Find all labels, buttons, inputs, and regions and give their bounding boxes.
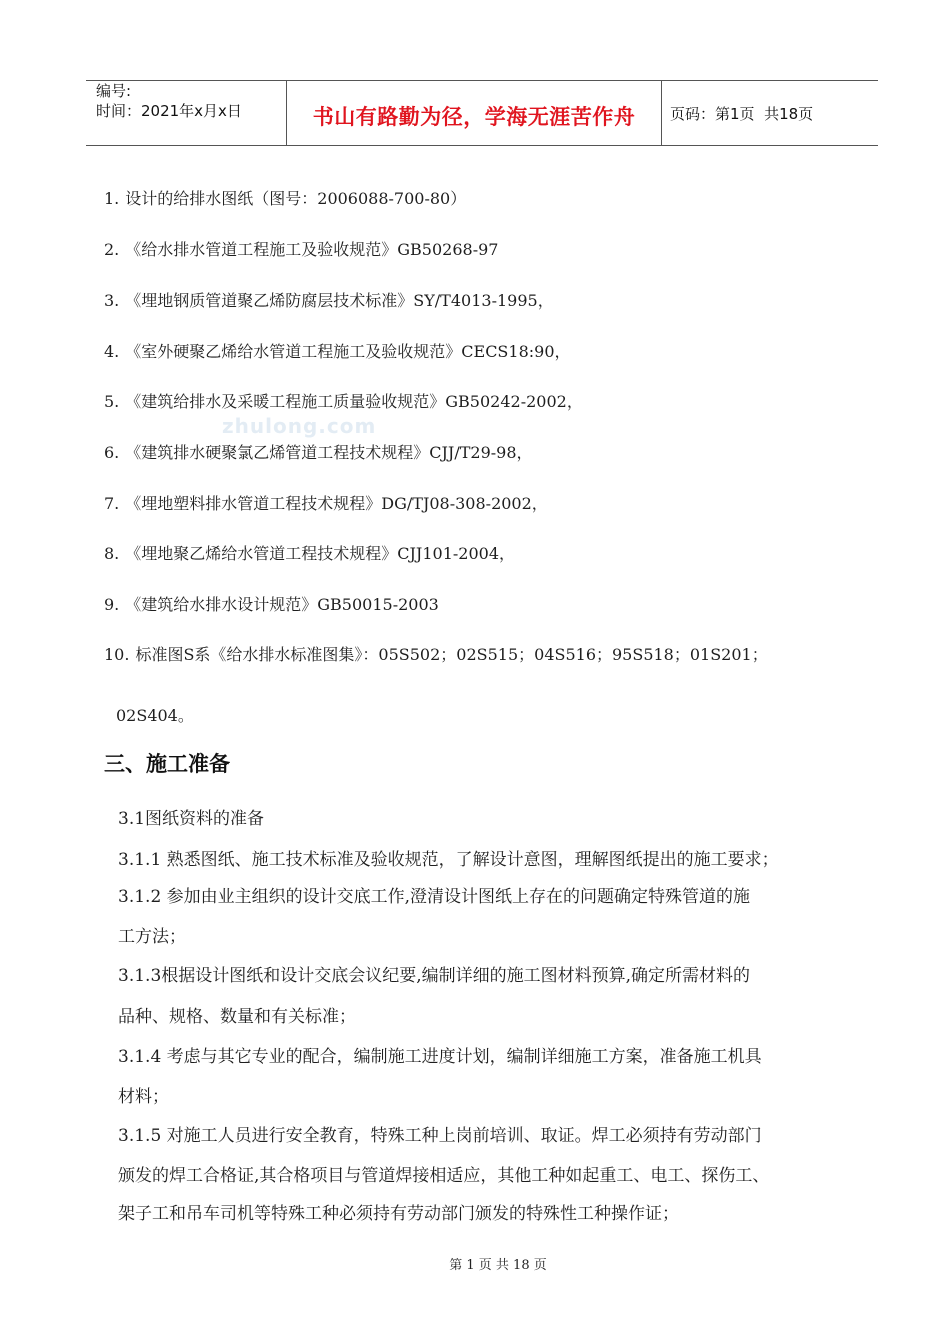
paragraph-line: 架子工和吊车司机等特殊工种必须持有劳动部门颁发的特殊性工种操作证； xyxy=(118,1204,679,1224)
reference-text: 《给水排水管道工程施工及验收规范》GB50268-97 xyxy=(125,240,499,259)
reference-item xyxy=(104,186,466,209)
paragraph-line: 3.1.1 熟悉图纸、施工技术标准及验收规范，了解设计意图，理解图纸提出的施工要求； xyxy=(118,850,779,870)
reference-number: 7. xyxy=(104,494,120,513)
document-number-label: 编号: xyxy=(96,82,132,100)
watermark: zhulong.com xyxy=(222,414,377,438)
reference-number: 4. xyxy=(104,342,120,361)
footer-page-number: 第 1 页 共 18 页 xyxy=(449,1258,547,1273)
reference-number: 6. xyxy=(104,443,120,462)
reference-text: 标准图S系《给水排水标准图集》：05S502；02S515；04S516；95S518；01S201； xyxy=(135,645,768,664)
reference-text: 《埋地塑料排水管道工程技术规程》DG/TJ08-308-2002， xyxy=(125,494,548,513)
reference-number: 1. xyxy=(104,189,120,208)
header-meta xyxy=(86,81,286,145)
reference-text: 《埋地钢质管道聚乙烯防腐层技术标准》SY/T4013-1995， xyxy=(125,291,554,310)
reference-text: 《建筑给水排水设计规范》GB50015-2003 xyxy=(125,595,439,614)
reference-item xyxy=(104,288,554,311)
reference-continuation: 02S404。 xyxy=(116,706,194,725)
reference-text: 《室外硬聚乙烯给水管道工程施工及验收规范》CECS18:90， xyxy=(125,342,571,361)
reference-item xyxy=(104,339,571,362)
reference-item xyxy=(104,237,498,260)
header-motto: 书山有路勤为径，学海无涯苦作舟 xyxy=(312,105,636,129)
header-page-info-cell xyxy=(662,81,878,145)
page-footer xyxy=(0,1254,950,1273)
paragraph-line: 3.1.3根据设计图纸和设计交底会议纪要,编制详细的施工图材料预算,确定所需材料的 xyxy=(118,966,751,986)
reference-number: 10. xyxy=(104,645,130,664)
paragraph-line: 3.1.2 参加由业主组织的设计交底工作,澄清设计图纸上存在的问题确定特殊管道的施 xyxy=(118,887,751,907)
paragraph-line: 工方法； xyxy=(118,927,186,947)
paragraph-line: 颁发的焊工合格证,其合格项目与管道焊接相适应，其他工种如起重工、电工、探伤工、 xyxy=(118,1166,770,1186)
reference-item xyxy=(104,642,768,665)
reference-number: 2. xyxy=(104,240,120,259)
paragraph-line: 3.1.5 对施工人员进行安全教育，特殊工种上岗前培训、取证。焊工必须持有劳动部门 xyxy=(118,1126,762,1146)
reference-item xyxy=(104,541,515,564)
reference-number: 8. xyxy=(104,544,120,563)
page-header xyxy=(86,80,878,146)
reference-text: 《埋地聚乙烯给水管道工程技术规程》CJJ101-2004， xyxy=(125,544,516,563)
header-page-info: 页码：第1页 共18页 xyxy=(670,104,814,123)
reference-number: 3. xyxy=(104,291,120,310)
reference-item xyxy=(104,491,548,514)
reference-number: 5. xyxy=(104,392,120,411)
header-motto-cell xyxy=(286,81,662,145)
document-time-label: 时间：2021年x月x日 xyxy=(96,102,242,120)
reference-item xyxy=(104,440,533,463)
paragraph-line: 材料； xyxy=(118,1087,169,1107)
paragraph-line: 3.1.4 考虑与其它专业的配合，编制施工进度计划，编制详细施工方案，准备施工机具 xyxy=(118,1047,762,1067)
reference-item xyxy=(104,592,439,615)
section-heading: 三、施工准备 xyxy=(104,752,230,776)
paragraph-line: 3.1图纸资料的准备 xyxy=(118,809,265,829)
reference-number: 9. xyxy=(104,595,120,614)
reference-text: 《建筑排水硬聚氯乙烯管道工程技术规程》CJJ/T29-98， xyxy=(125,443,533,462)
reference-text: 《建筑给排水及采暖工程施工质量验收规范》GB50242-2002， xyxy=(125,392,583,411)
reference-item xyxy=(104,389,583,412)
paragraph-line: 品种、规格、数量和有关标准； xyxy=(118,1007,356,1027)
reference-text: 设计的给排水图纸（图号：2006088-700-80） xyxy=(125,189,467,208)
